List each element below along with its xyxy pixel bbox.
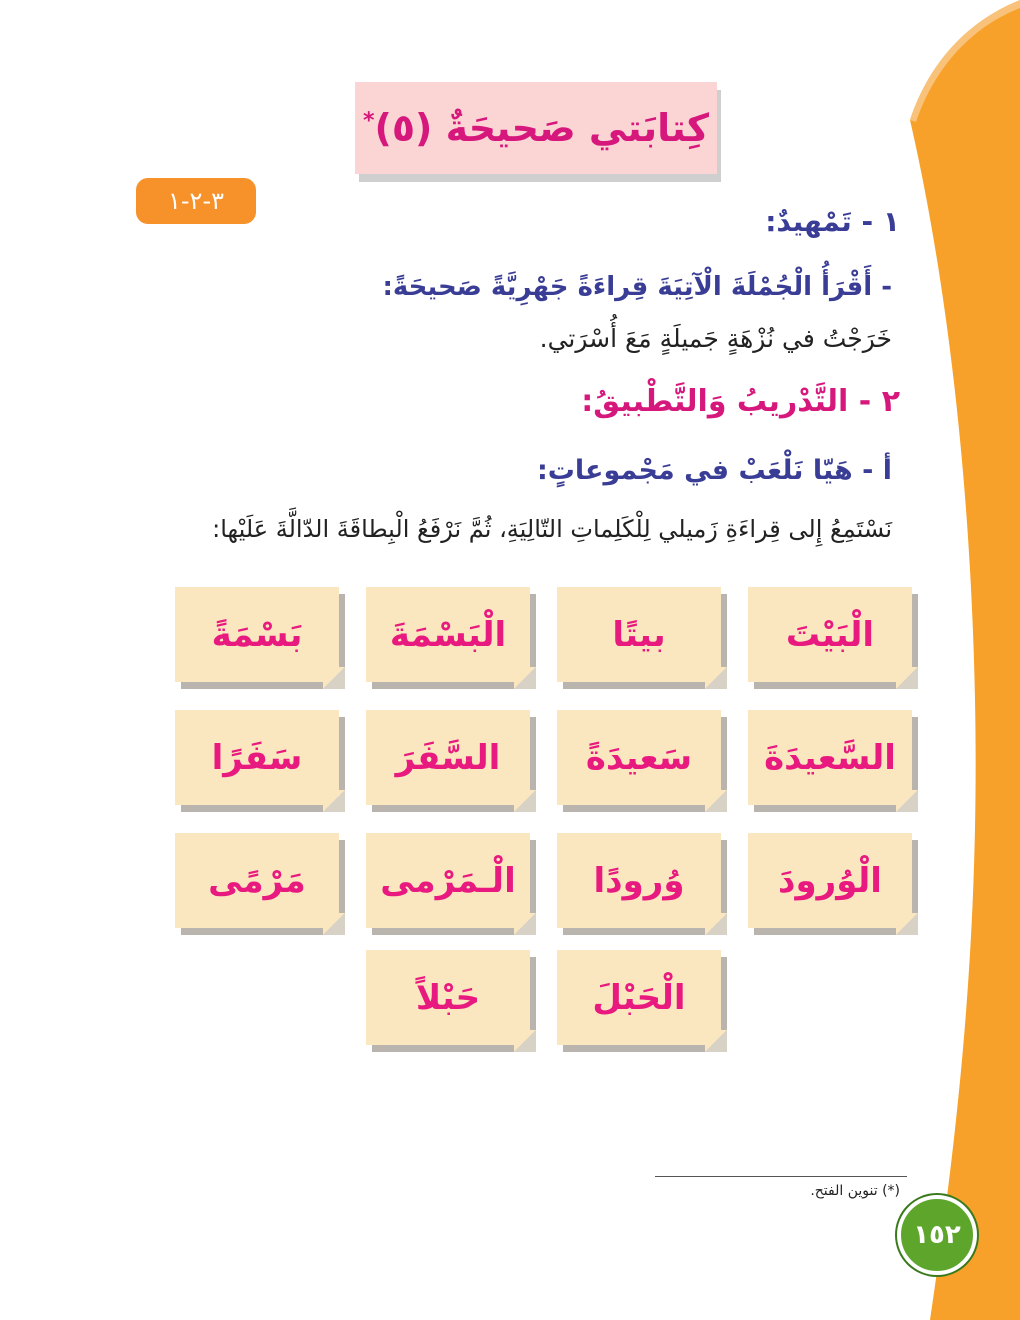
word-card[interactable] [366, 950, 530, 1045]
word-card[interactable] [557, 833, 721, 928]
word-card[interactable] [366, 833, 530, 928]
section2-subheading: أ - هَيّا نَلْعَبْ في مَجْموعاتٍ: [536, 455, 892, 486]
word-card[interactable] [557, 710, 721, 805]
word-card[interactable] [748, 833, 912, 928]
footnote-divider [655, 1176, 907, 1177]
card-word: حَبْلاً [415, 977, 481, 1018]
page-number: ١٥٢ [897, 1195, 977, 1275]
title-banner [355, 82, 717, 174]
card-word: وُرودًا [593, 860, 685, 901]
page-title [363, 106, 709, 150]
section2-instruction: نَسْتَمِعُ إِلى قِراءَةِ زَميلي لِلْكَلِماتِ التّالِيَةِ، ثُمَّ نَرْفَعُ الْبِطاقَةَ الدّالَّةَ عَلَيْها: [212, 515, 892, 543]
word-card[interactable] [748, 710, 912, 805]
word-card[interactable] [175, 833, 339, 928]
word-card[interactable] [557, 587, 721, 682]
section1-instruction: - أَقْرَأُ الْجُمْلَةَ الْآتِيَةَ قِراءَةً جَهْرِيَّةً صَحيحَةً: [382, 272, 892, 302]
section2-heading: ٢ - التَّدْريبُ وَالتَّطْبيقُ: [581, 384, 900, 419]
card-word: السَّعيدَةَ [764, 737, 896, 778]
card-word: سَفَرًا [211, 737, 303, 778]
footnote: (*) تنوين الفتح. [810, 1183, 900, 1199]
word-card[interactable] [175, 710, 339, 805]
card-word: الْوُرودَ [778, 860, 882, 901]
card-word: الْـمَرْمى [380, 860, 516, 901]
section1-heading: ١ - تَمْهيدٌ: [765, 205, 900, 238]
title-text: كِتابَتي صَحيحَةٌ (٥) [374, 106, 710, 150]
word-card[interactable] [366, 710, 530, 805]
card-word: بيتًا [612, 614, 666, 655]
card-word: الْبَسْمَةَ [389, 614, 507, 655]
card-word: الْبَيْتَ [785, 614, 875, 655]
card-word: بَسْمَةً [211, 614, 303, 655]
lesson-code-badge: ٣-٢-١ [136, 178, 256, 224]
section1-sentence: خَرَجْتُ في نُزْهَةٍ جَميلَةٍ مَعَ أُسْرَتي. [539, 324, 892, 353]
card-word: سَعيدَةً [585, 737, 693, 778]
card-word: السَّفَرَ [395, 737, 501, 778]
word-card[interactable] [557, 950, 721, 1045]
word-card[interactable] [366, 587, 530, 682]
word-card[interactable] [748, 587, 912, 682]
card-word: الْحَبْلَ [592, 977, 686, 1018]
word-card[interactable] [175, 587, 339, 682]
card-word: مَرْمًى [208, 860, 306, 901]
title-footnote-star: * [362, 108, 375, 134]
